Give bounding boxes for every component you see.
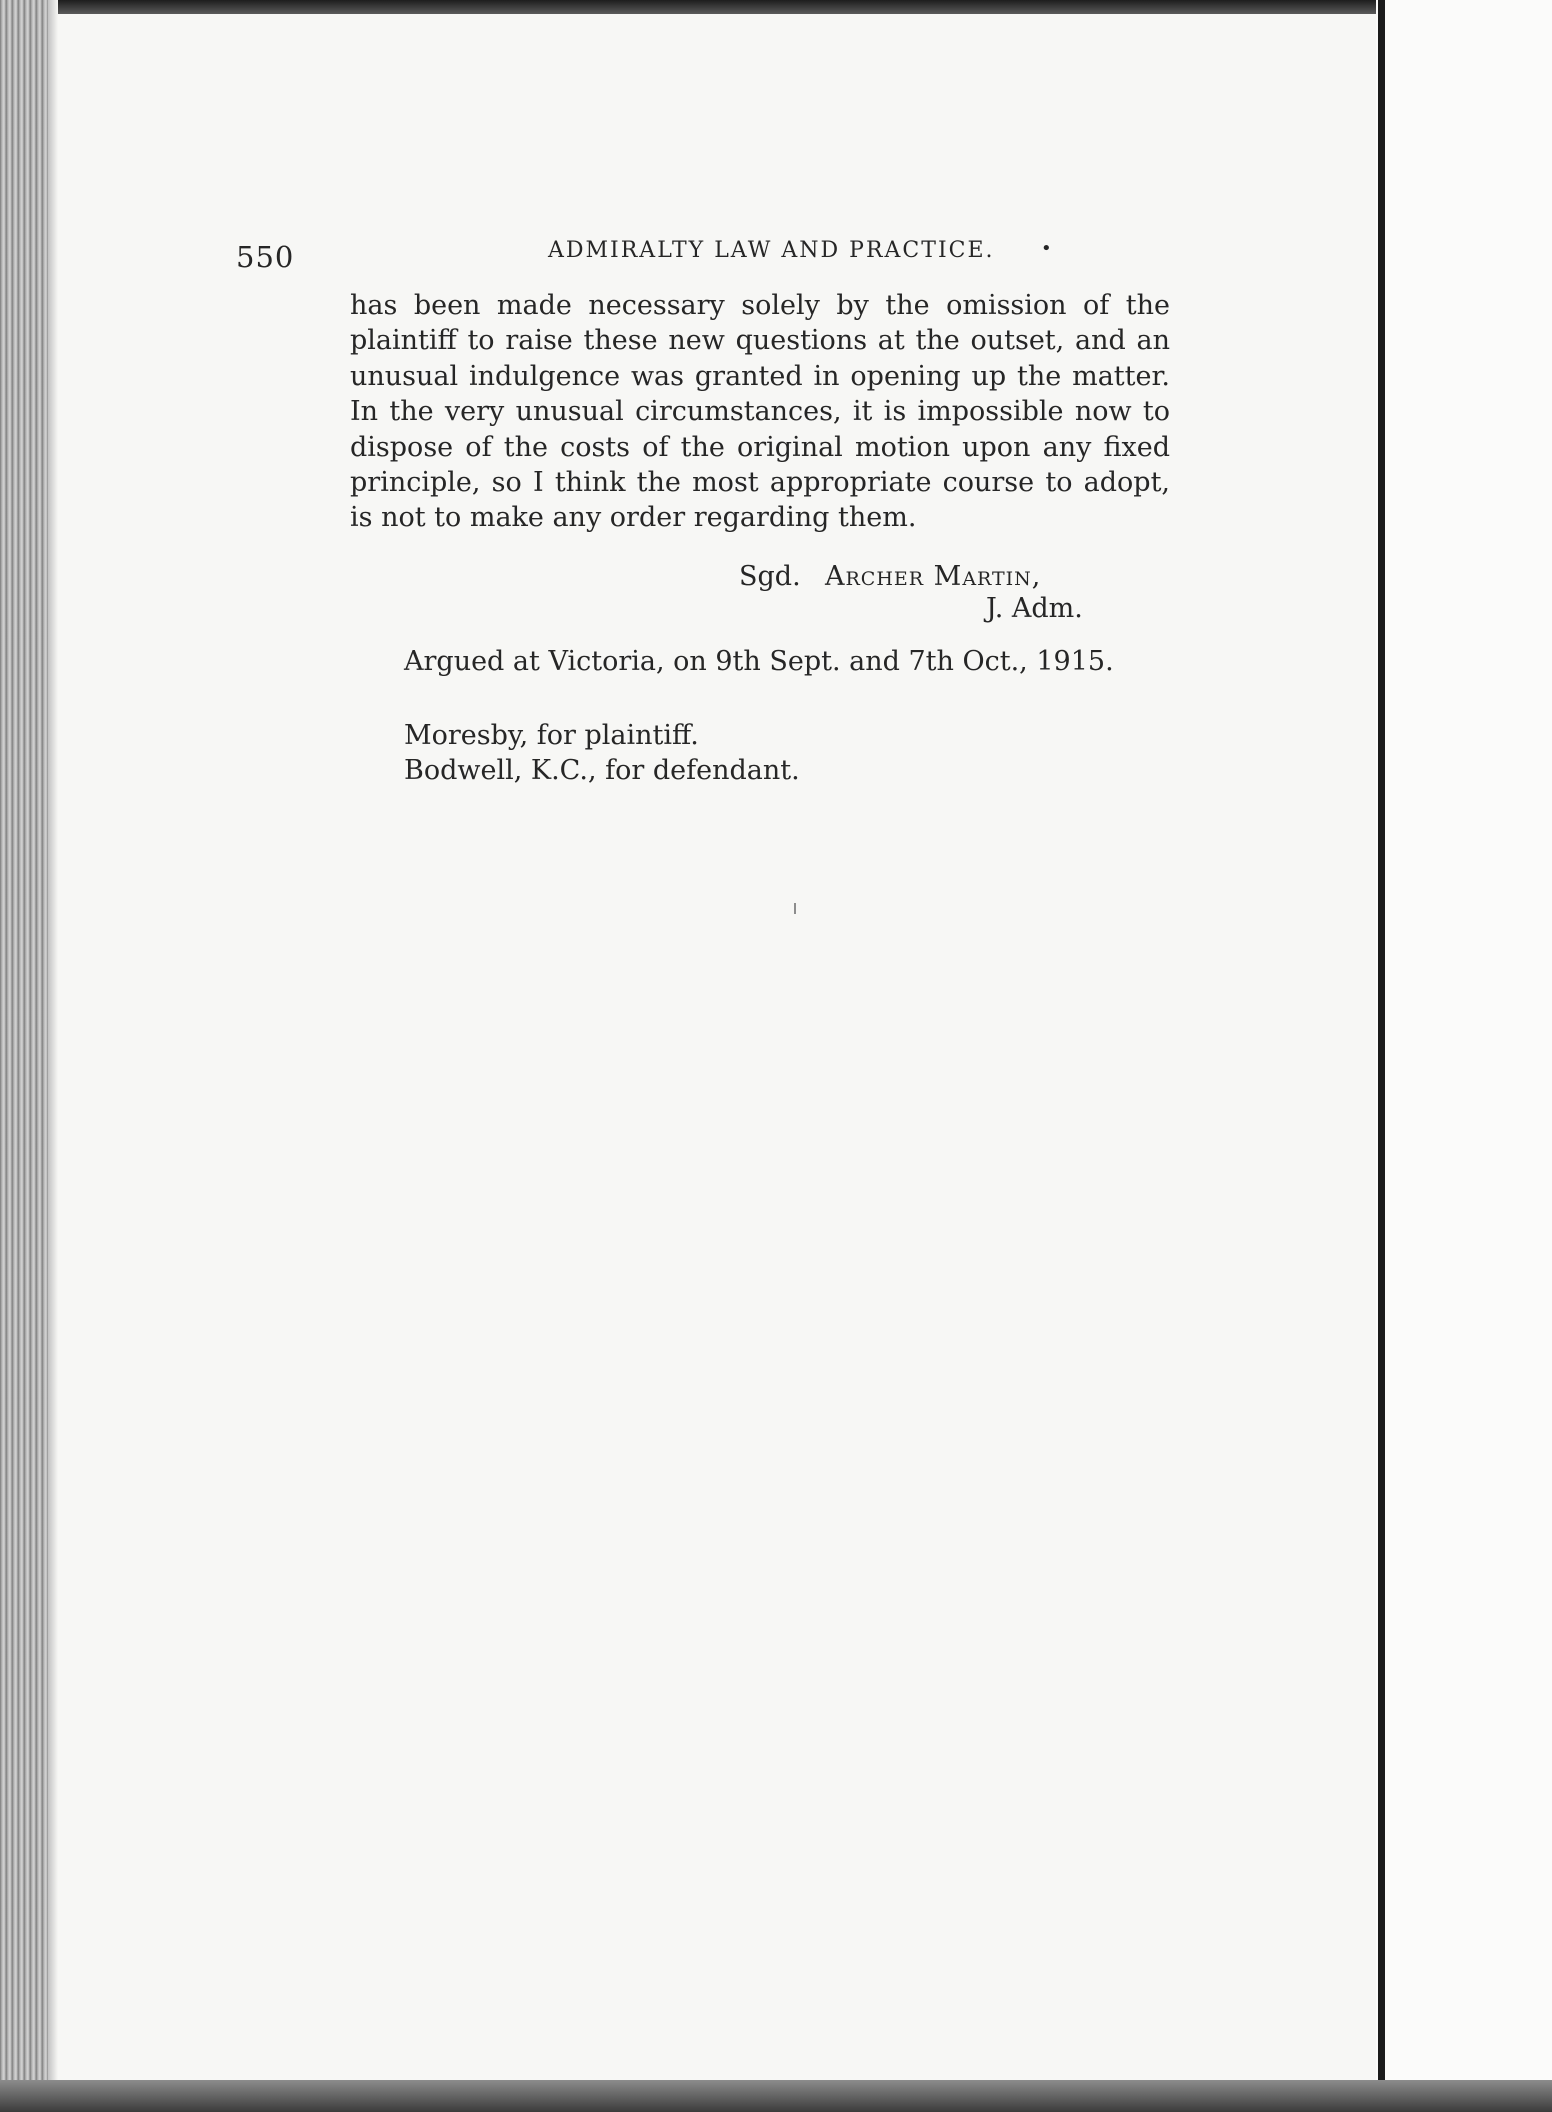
argued-line: Argued at Victoria, on 9th Sept. and 7th Oct., 1915. <box>404 646 1114 677</box>
scan-speck <box>794 903 796 914</box>
body-paragraph: has been made necessary solely by the omission of the plaintiff to raise these new questions at the outset, and an unusual indulgence was granted in opening up the matter. In the very unusual circumstances, it is impossible now to dispose of the costs of the original motion upon any fixed principle, so I think the most appropriate course to adopt, is not to make any order regarding them. <box>350 290 1170 534</box>
counsel-defendant: Bodwell, K.C., for defendant. <box>404 755 800 786</box>
book-bottom-edge <box>0 2080 1552 2112</box>
signature-name: Archer Martin, <box>825 561 1042 592</box>
signature-prefix: Sgd. <box>739 561 801 592</box>
book-cover-edge <box>1378 0 1385 2080</box>
running-head: ADMIRALTY LAW AND PRACTICE. <box>548 238 995 263</box>
book-top-edge <box>0 0 1552 14</box>
counsel-plaintiff: Moresby, for plaintiff. <box>404 720 699 751</box>
gutter-shadow <box>48 0 58 2112</box>
page-number: 550 <box>236 240 295 274</box>
header-mark: • <box>1041 238 1052 259</box>
signature-title: J. Adm. <box>986 593 1083 624</box>
facing-page-strip <box>1376 0 1552 2112</box>
book-page-edges <box>0 0 48 2112</box>
